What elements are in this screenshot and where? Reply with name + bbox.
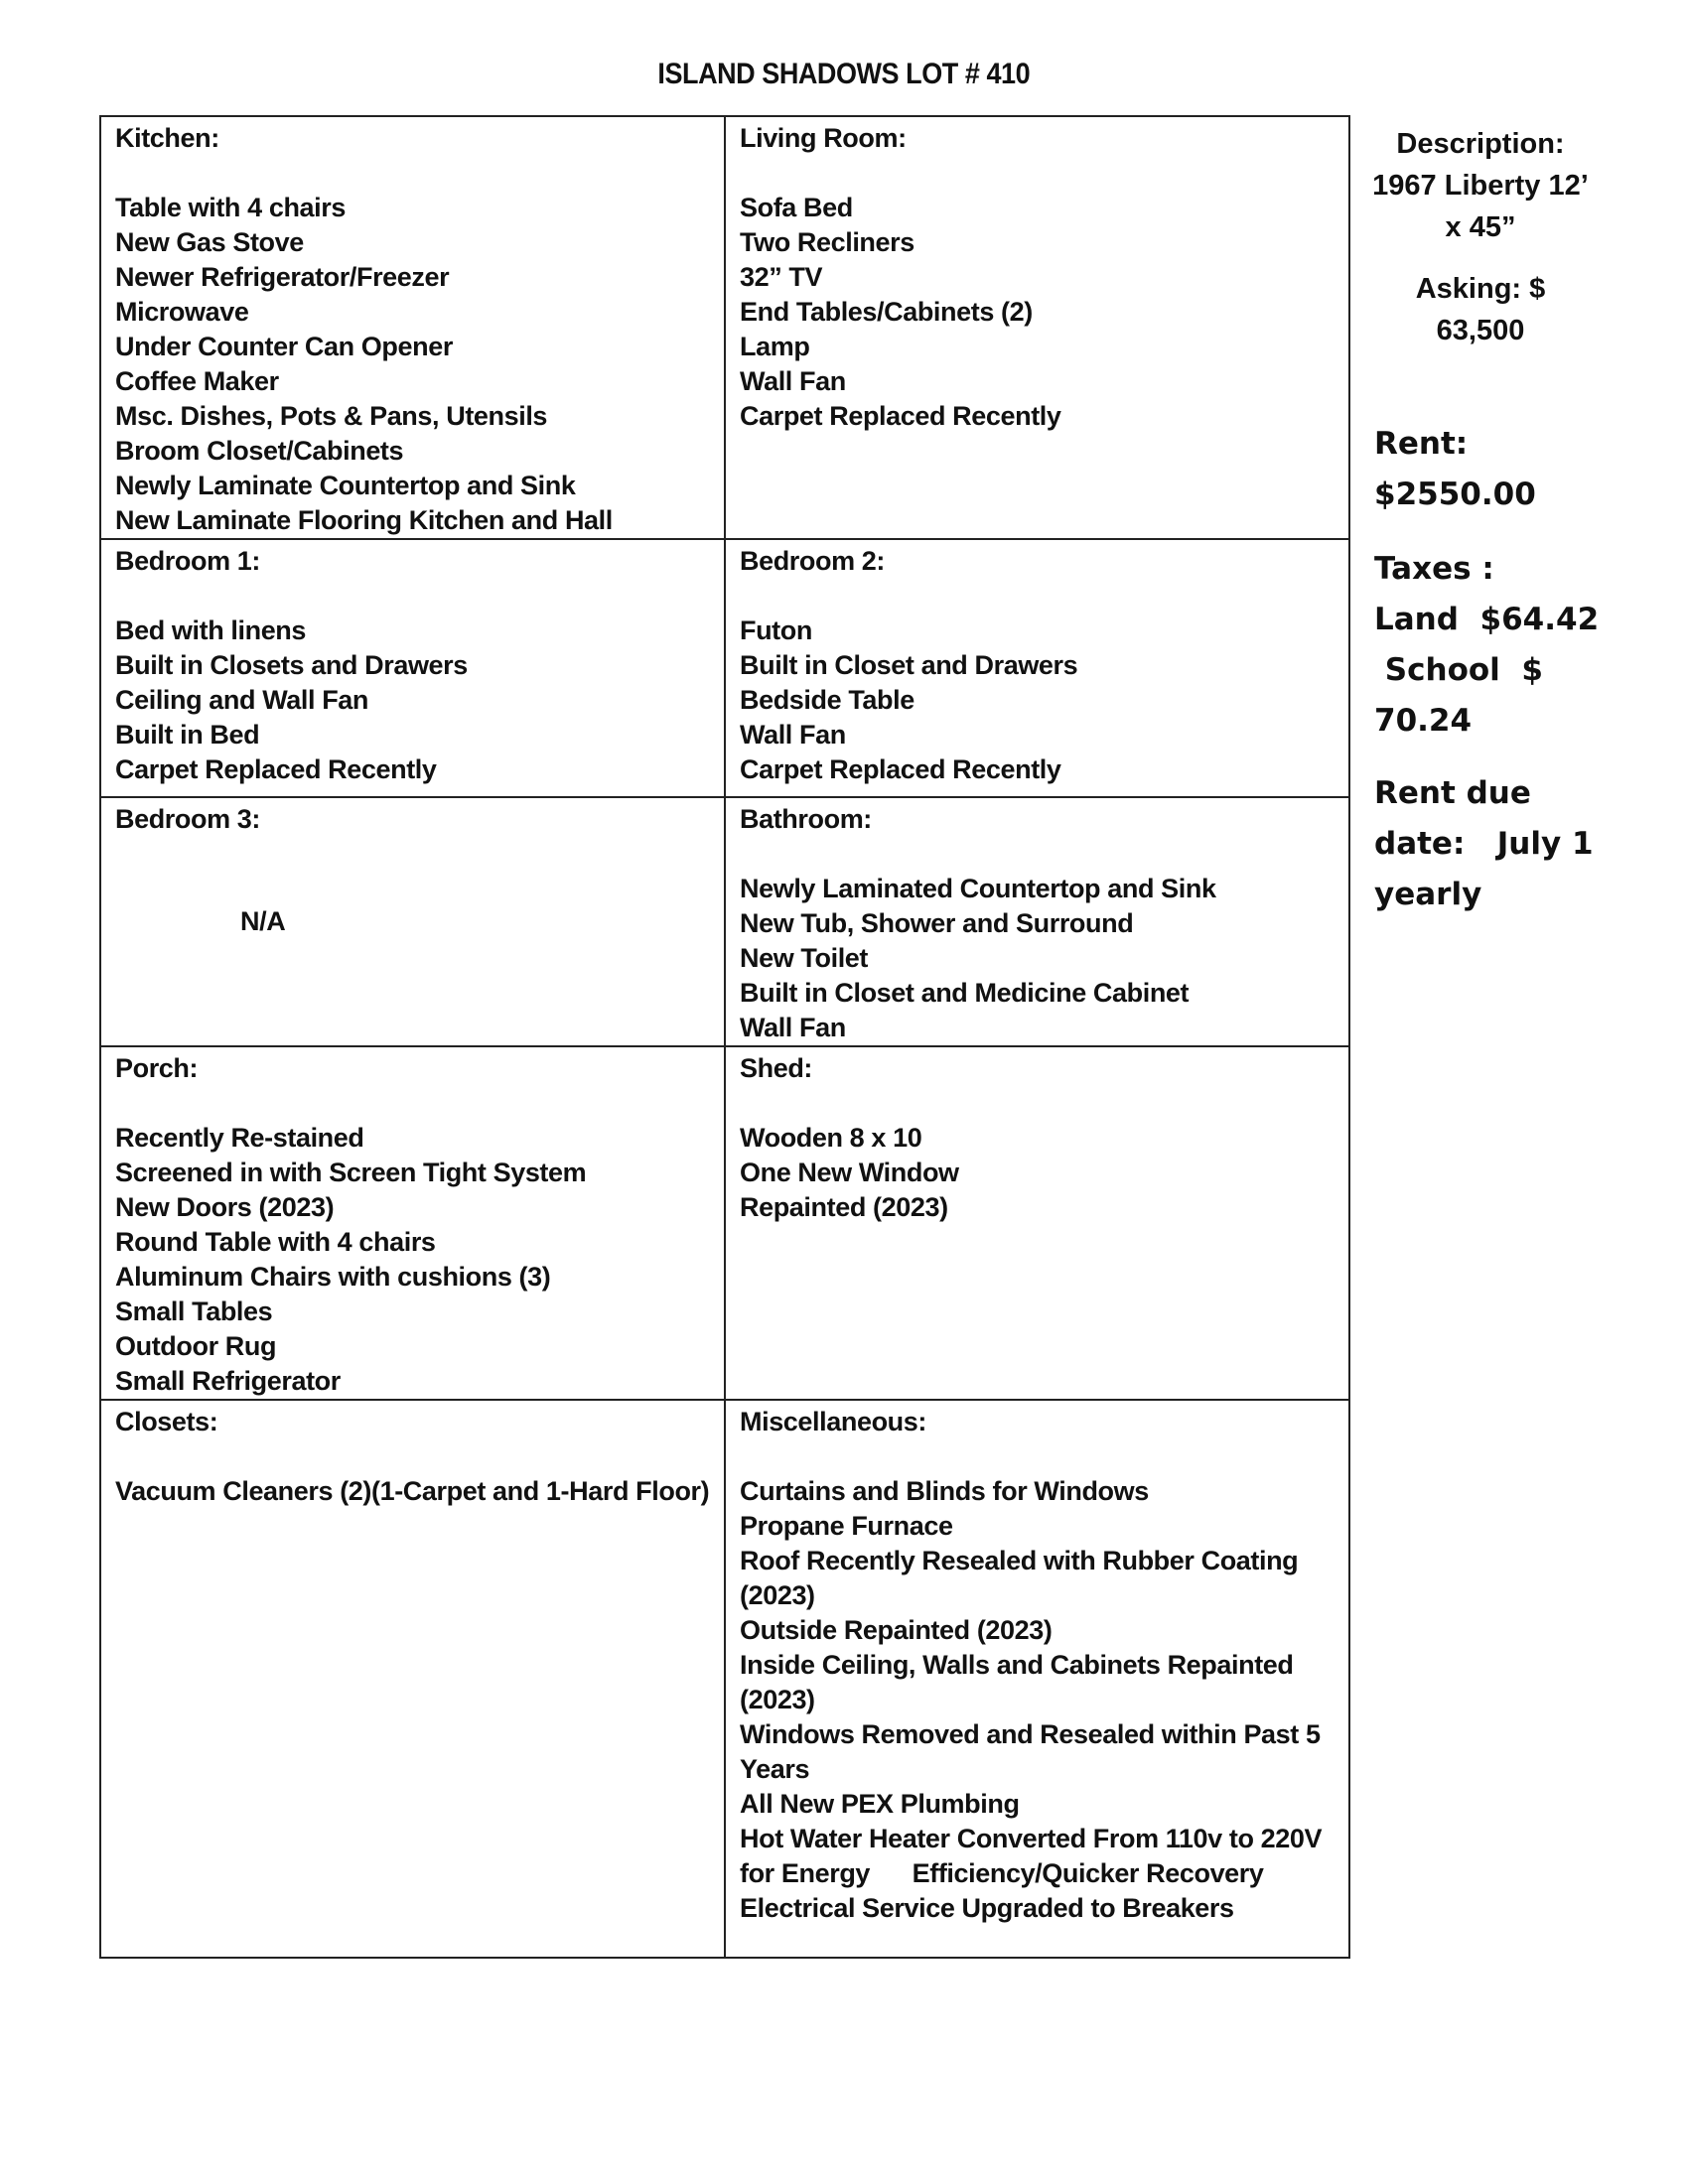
not-applicable-text: N/A bbox=[240, 906, 286, 936]
bedroom-2-cell bbox=[725, 539, 1349, 797]
list-item: Broom Closet/Cabinets bbox=[115, 436, 404, 466]
list-item: Ceiling and Wall Fan bbox=[115, 685, 369, 715]
land-tax: Land $64.42 bbox=[1374, 602, 1600, 637]
list-item: Roof Recently Resealed with Rubber Coating (2023) bbox=[740, 1546, 1299, 1610]
miscellaneous-cell bbox=[725, 1400, 1349, 1958]
bathroom-cell bbox=[725, 797, 1349, 1046]
description-line: 1967 Liberty 12’ bbox=[1372, 170, 1589, 202]
list-item: Lamp bbox=[740, 332, 810, 361]
list-item: Carpet Replaced Recently bbox=[740, 401, 1061, 431]
list-item: Carpet Replaced Recently bbox=[740, 754, 1061, 784]
list-item: Built in Closet and Drawers bbox=[740, 650, 1078, 680]
list-item: New Laminate Flooring Kitchen and Hall bbox=[115, 505, 613, 535]
list-item: 32” TV bbox=[740, 262, 823, 292]
list-item: Carpet Replaced Recently bbox=[115, 754, 437, 784]
list-item: Futon bbox=[740, 615, 812, 645]
closets-cell bbox=[100, 1400, 725, 1958]
miscellaneous-heading: Miscellaneous: bbox=[740, 1407, 926, 1436]
rent-due-line: date: July 1 bbox=[1374, 826, 1594, 862]
description-line: x 45” bbox=[1445, 211, 1516, 243]
kitchen-cell bbox=[100, 116, 725, 539]
list-item: Bed with linens bbox=[115, 615, 307, 645]
rent-due-block bbox=[1366, 768, 1595, 920]
list-item: Curtains and Blinds for Windows bbox=[740, 1476, 1149, 1506]
list-item: Screened in with Screen Tight System bbox=[115, 1158, 587, 1187]
list-item: Wall Fan bbox=[740, 366, 846, 396]
list-item: New Toilet bbox=[740, 943, 869, 973]
bedroom-1-cell bbox=[100, 539, 725, 797]
list-item: Newly Laminated Countertop and Sink bbox=[740, 874, 1216, 903]
list-item: All New PEX Plumbing bbox=[740, 1789, 1020, 1819]
list-item: Built in Closets and Drawers bbox=[115, 650, 468, 680]
list-item: Inside Ceiling, Walls and Cabinets Repainted (2023) bbox=[740, 1650, 1294, 1714]
list-item: Electrical Service Upgraded to Breakers bbox=[740, 1893, 1234, 1923]
list-item: Aluminum Chairs with cushions (3) bbox=[115, 1262, 551, 1292]
list-item: New Gas Stove bbox=[115, 227, 304, 257]
list-item: Table with 4 chairs bbox=[115, 193, 346, 222]
rent-value: $2550.00 bbox=[1374, 477, 1536, 512]
description-label: Description: bbox=[1396, 128, 1565, 160]
list-item: End Tables/Cabinets (2) bbox=[740, 297, 1033, 327]
rent-due-line: yearly bbox=[1374, 877, 1482, 912]
bedroom-3-cell bbox=[100, 797, 725, 1046]
list-item: Small Refrigerator bbox=[115, 1366, 341, 1396]
list-item: Built in Closet and Medicine Cabinet bbox=[740, 978, 1190, 1008]
inventory-table bbox=[99, 115, 1350, 1959]
list-item: Microwave bbox=[115, 297, 249, 327]
kitchen-heading: Kitchen: bbox=[115, 123, 219, 153]
closets-heading: Closets: bbox=[115, 1407, 218, 1436]
bathroom-heading: Bathroom: bbox=[740, 804, 872, 834]
summary-panel bbox=[1366, 123, 1600, 920]
bedroom-2-heading: Bedroom 2: bbox=[740, 546, 886, 576]
taxes-label: Taxes : bbox=[1374, 551, 1494, 587]
list-item: Coffee Maker bbox=[115, 366, 279, 396]
rent-block bbox=[1366, 419, 1595, 520]
list-item: Outdoor Rug bbox=[115, 1331, 277, 1361]
list-item: Vacuum Cleaners (2)(1-Carpet and 1-Hard Floor) bbox=[115, 1476, 710, 1506]
list-item: Bedside Table bbox=[740, 685, 914, 715]
porch-heading: Porch: bbox=[115, 1053, 199, 1083]
list-item: Recently Re-stained bbox=[115, 1123, 364, 1153]
list-item: Newly Laminate Countertop and Sink bbox=[115, 471, 576, 500]
list-item: Outside Repainted (2023) bbox=[740, 1615, 1053, 1645]
list-item: Windows Removed and Resealed within Past 5 Years bbox=[740, 1719, 1321, 1784]
porch-cell bbox=[100, 1046, 725, 1400]
list-item: Msc. Dishes, Pots & Pans, Utensils bbox=[115, 401, 548, 431]
rent-due-line: Rent due bbox=[1374, 775, 1531, 811]
description-block bbox=[1366, 123, 1595, 248]
school-tax-value: 70.24 bbox=[1374, 703, 1473, 739]
living-room-cell bbox=[725, 116, 1349, 539]
list-item: New Tub, Shower and Surround bbox=[740, 908, 1134, 938]
rent-label: Rent: bbox=[1374, 426, 1469, 462]
list-item: Wall Fan bbox=[740, 720, 846, 750]
asking-value: 63,500 bbox=[1436, 315, 1525, 346]
list-item: One New Window bbox=[740, 1158, 959, 1187]
page-title: ISLAND SHADOWS LOT # 410 bbox=[657, 58, 1031, 90]
shed-heading: Shed: bbox=[740, 1053, 813, 1083]
list-item: Newer Refrigerator/Freezer bbox=[115, 262, 450, 292]
list-item: Wall Fan bbox=[740, 1013, 846, 1042]
shed-cell bbox=[725, 1046, 1349, 1400]
list-item: Wooden 8 x 10 bbox=[740, 1123, 922, 1153]
list-item: Repainted (2023) bbox=[740, 1192, 948, 1222]
list-item: Two Recliners bbox=[740, 227, 914, 257]
bedroom-3-heading: Bedroom 3: bbox=[115, 804, 261, 834]
list-item: Small Tables bbox=[115, 1297, 273, 1326]
list-item: Round Table with 4 chairs bbox=[115, 1227, 436, 1257]
list-item: Hot Water Heater Converted From 110v to 220V for Energy Efficiency/Quicker Recovery bbox=[740, 1824, 1330, 1888]
asking-price-block bbox=[1366, 268, 1595, 351]
living-room-heading: Living Room: bbox=[740, 123, 907, 153]
taxes-block bbox=[1366, 544, 1600, 747]
list-item: Under Counter Can Opener bbox=[115, 332, 453, 361]
list-item: Propane Furnace bbox=[740, 1511, 953, 1541]
school-tax: School $ bbox=[1374, 652, 1543, 688]
bedroom-1-heading: Bedroom 1: bbox=[115, 546, 261, 576]
list-item: Built in Bed bbox=[115, 720, 260, 750]
list-item: New Doors (2023) bbox=[115, 1192, 335, 1222]
list-item: Sofa Bed bbox=[740, 193, 853, 222]
asking-label: Asking: $ bbox=[1415, 273, 1546, 305]
